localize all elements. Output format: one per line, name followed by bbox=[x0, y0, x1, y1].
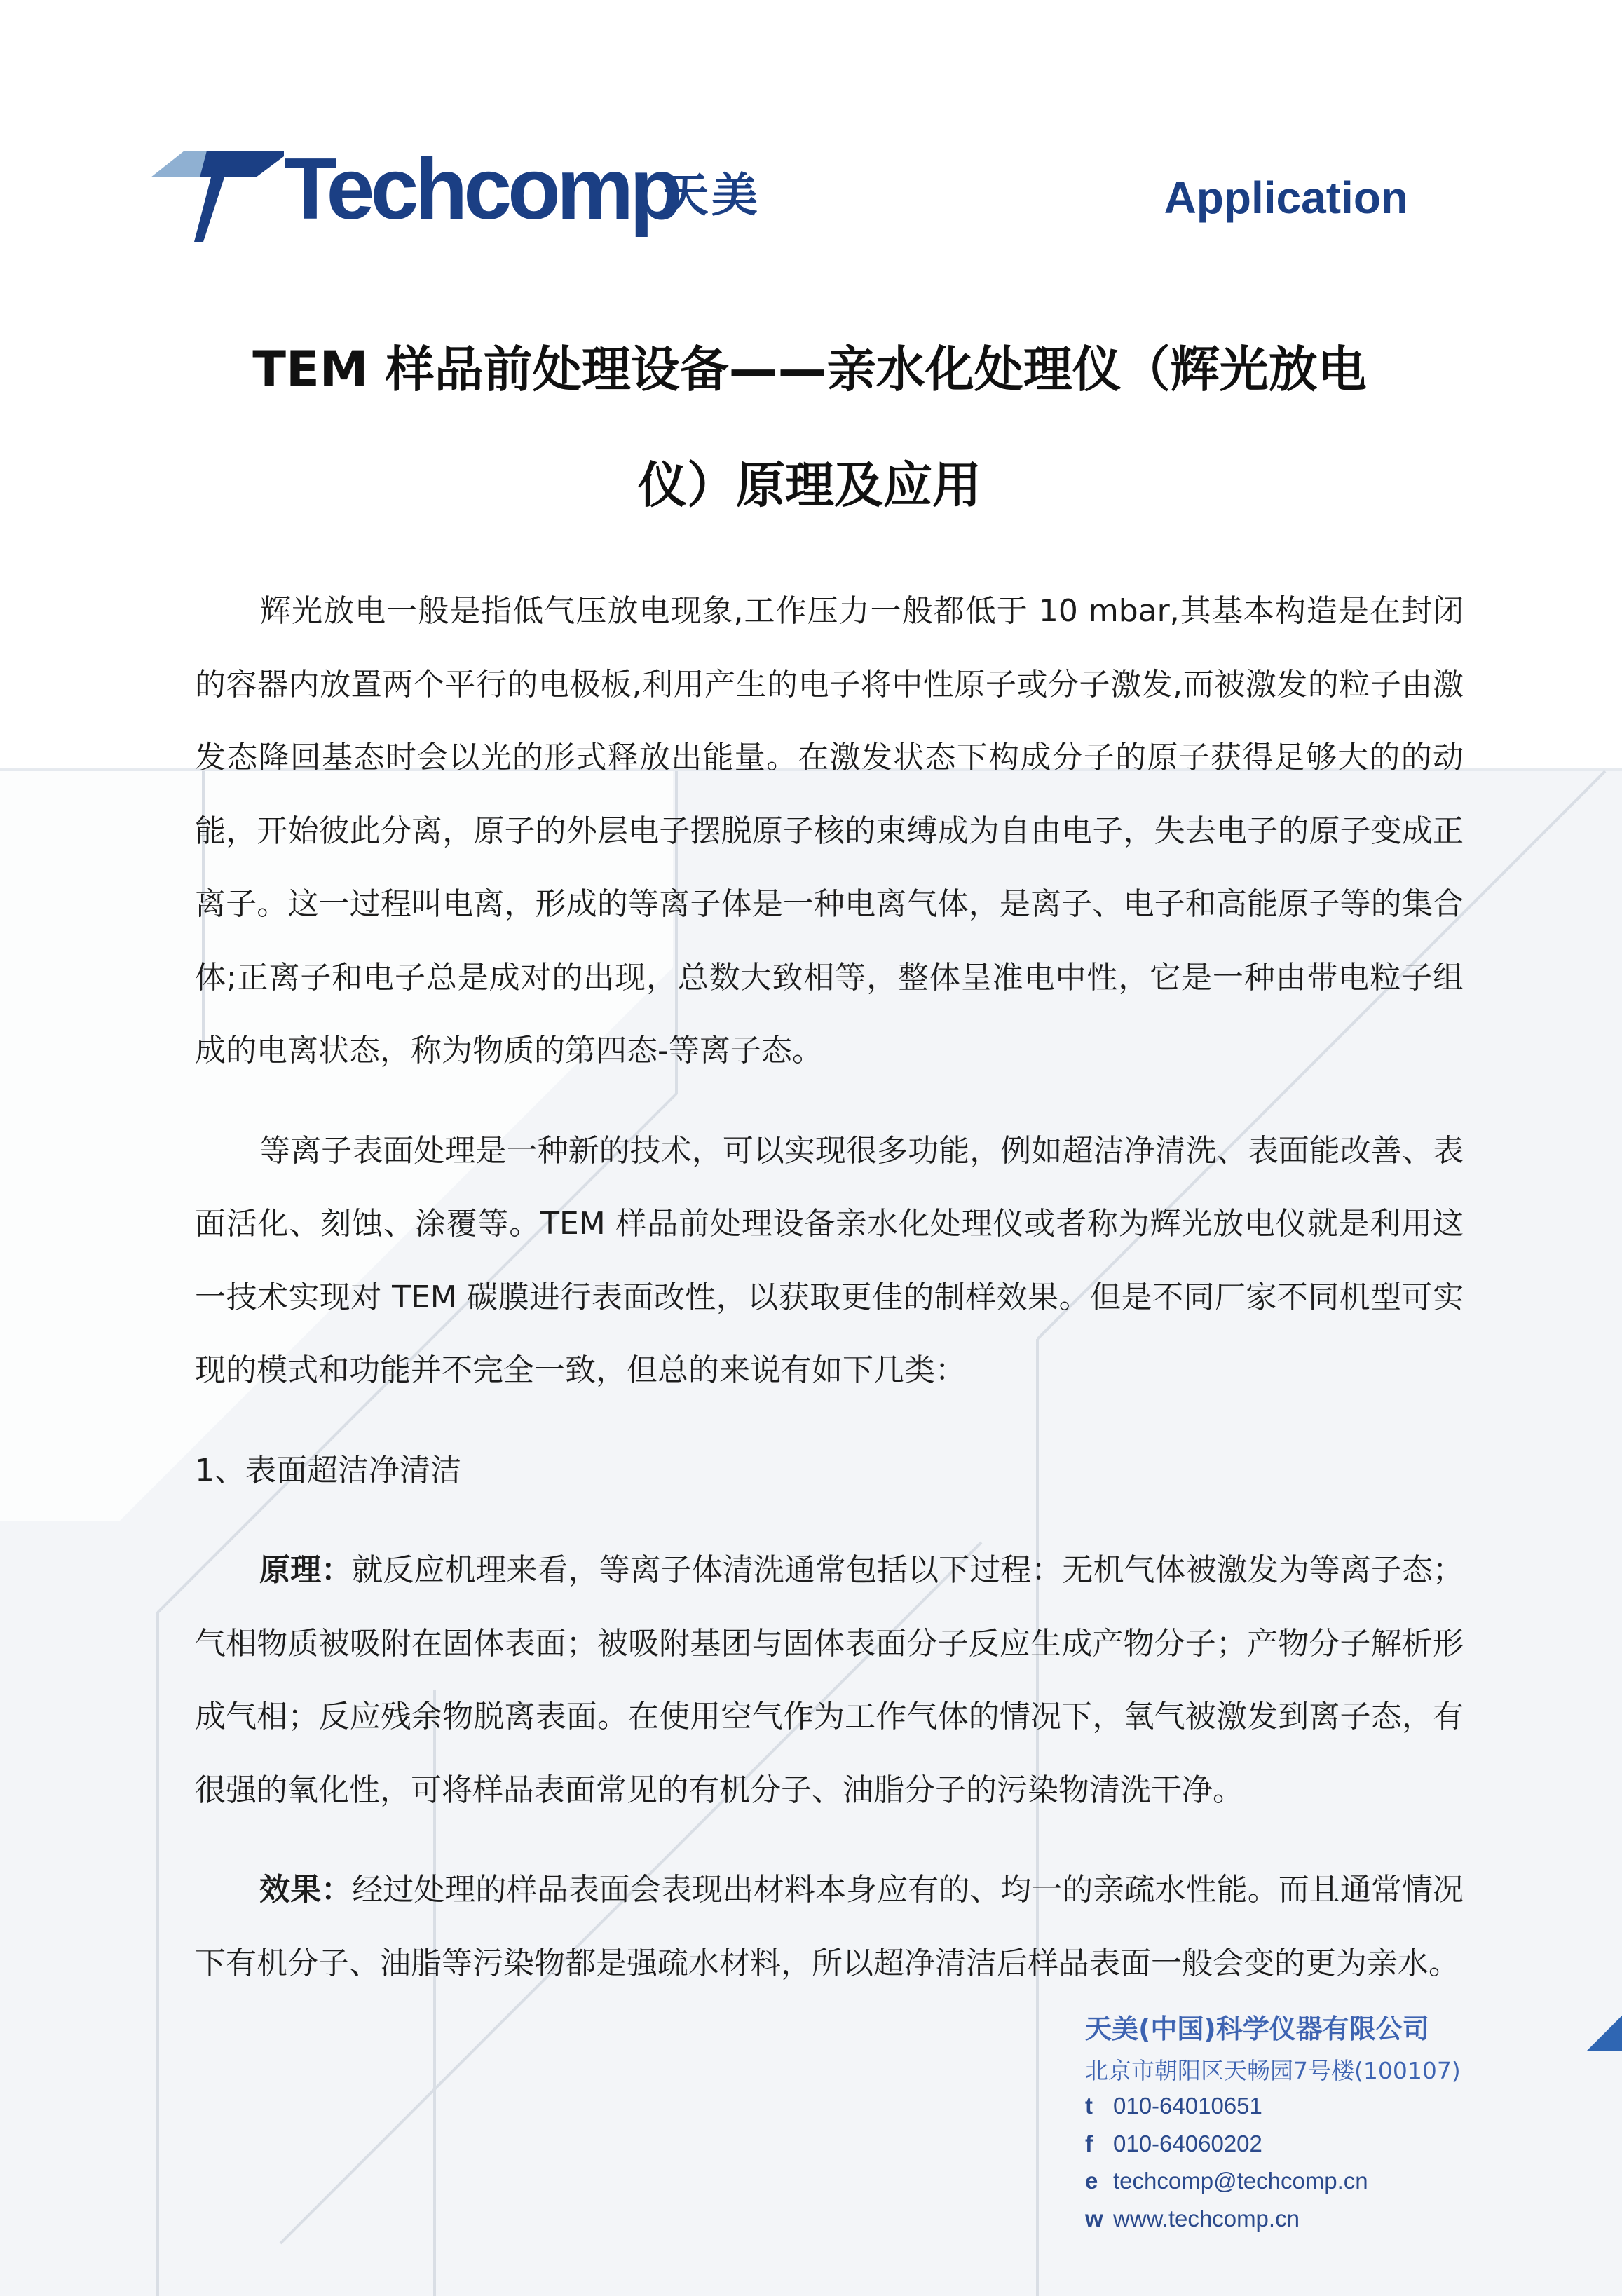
website-value[interactable]: www.techcomp.cn bbox=[1113, 2205, 1300, 2232]
contact-email bbox=[1085, 2167, 1520, 2195]
application-label: Application bbox=[1164, 172, 1408, 223]
paragraph-text: 等离子表面处理是一种新的技术，可以实现很多功能，例如超洁净清洗、表面能改善、表面活化、刻蚀、涂覆等。TEM 样品前处理设备亲水化处理仪或者称为辉光放电仪就是利用这一技术实现对 TEM 碳膜进行表面改性，以获取更佳的制样效果。但是不同厂家不同机型可实现的模式和功能并不完全一致，但总的来说有如下几类： bbox=[195, 1132, 1464, 1388]
corner-triangle-icon bbox=[1587, 2016, 1622, 2051]
paragraph-effect bbox=[195, 1854, 1464, 2000]
contact-footer bbox=[1085, 2013, 1520, 2232]
company-name: 天美(中国)科学仪器有限公司 bbox=[1085, 2013, 1429, 2044]
page-header bbox=[0, 0, 1622, 266]
techcomp-logo-icon bbox=[151, 151, 284, 242]
phone-key: t bbox=[1085, 2093, 1093, 2119]
fax-key: f bbox=[1085, 2130, 1093, 2156]
contact-fax bbox=[1085, 2130, 1520, 2158]
email-value[interactable]: techcomp@techcomp.cn bbox=[1113, 2168, 1368, 2194]
email-key: e bbox=[1085, 2168, 1098, 2194]
techcomp-logo-text: Techcomp bbox=[284, 141, 679, 238]
company-address: 北京市朝阳区天畅园7号楼(100107) bbox=[1085, 2057, 1461, 2084]
paragraph-plasma-treatment bbox=[195, 1115, 1464, 1408]
paragraph-glow-discharge bbox=[195, 575, 1464, 1088]
effect-label: 效果： bbox=[259, 1872, 353, 1908]
website-key: w bbox=[1085, 2205, 1103, 2232]
paragraph-principle bbox=[195, 1534, 1464, 1827]
document-title-line2: 仪）原理及应用 bbox=[638, 456, 981, 514]
principle-label: 原理： bbox=[259, 1552, 353, 1588]
document-title-line1: TEM 样品前处理设备——亲水化处理仪（辉光放电 bbox=[252, 341, 1367, 398]
fax-value: 010-64060202 bbox=[1113, 2130, 1262, 2156]
paragraph-text: 就反应机理来看，等离子体清洗通常包括以下过程：无机气体被激发为等离子态；气相物质被吸附在固体表面；被吸附基团与固体表面分子反应生成产物分子；产物分子解析形成气相；反应残余物脱离表面。在使用空气作为工作气体的情况下，氧气被激发到离子态，有很强的氧化性，可将样品表面常见的有机分子、油脂分子的污染物清洗干净。 bbox=[195, 1552, 1464, 1808]
section-heading: 1、表面超洁净清洁 bbox=[195, 1452, 461, 1488]
contact-phone bbox=[1085, 2092, 1520, 2120]
paragraph-text: 经过处理的样品表面会表现出材料本身应有的、均一的亲疏水性能。而且通常情况下有机分子、油脂等污染物都是强疏水材料，所以超净清洁后样品表面一般会变的更为亲水。 bbox=[195, 1872, 1464, 1981]
contact-website bbox=[1085, 2205, 1520, 2233]
paragraph-text: 辉光放电一般是指低气压放电现象,工作压力一般都低于 10 mbar,其基本构造是在封闭的容器内放置两个平行的电极板,利用产生的电子将中性原子或分子激发,而被激发的粒子由激发态降回基态时会以光的形式释放出能量。在激发状态下构成分子的原子获得足够大的的动能，开始彼此分离，原子的外层电子摆脱原子核的束缚成为自由电子，失去电子的原子变成正离子。这一过程叫电离，形成的等离子体是一种电离气体，是离子、电子和高能原子等的集合体;正离子和电子总是成对的出现，总数大致相等，整体呈准电中性，它是一种由带电粒子组成的电离状态，称为物质的第四态-等离子态。 bbox=[195, 593, 1464, 1068]
techcomp-logo-cn: 天美 bbox=[662, 168, 761, 222]
document-body bbox=[195, 575, 1464, 2027]
phone-value: 010-64010651 bbox=[1113, 2093, 1262, 2119]
